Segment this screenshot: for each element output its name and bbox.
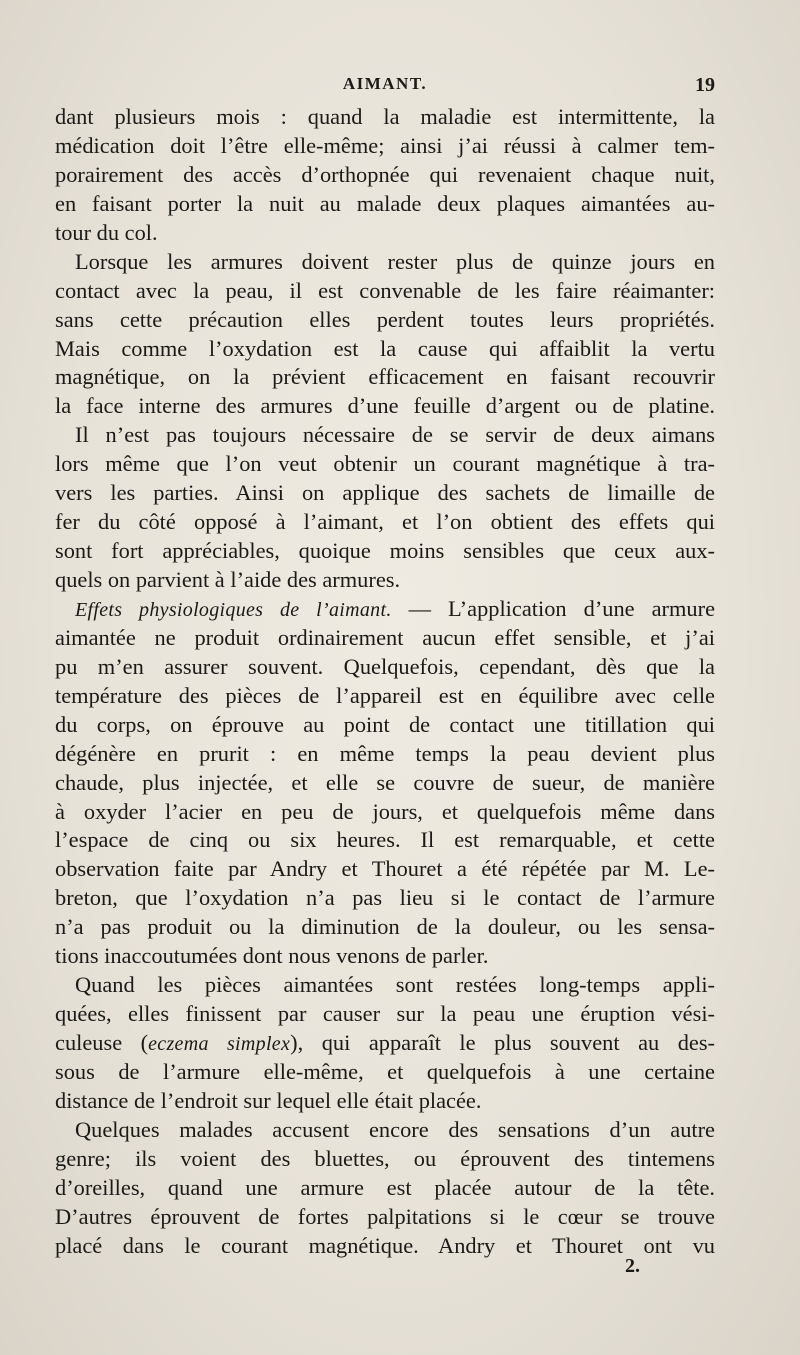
text-line: Quand les pièces aimantées sont restées long-temps appli- bbox=[75, 972, 715, 998]
text-line: en faisant porter la nuit au malade deux plaques aimantées au- bbox=[55, 190, 715, 216]
running-title: AIMANT. bbox=[342, 74, 428, 93]
text-line: magnétique, on la prévient efficacement en faisant recouvrir bbox=[55, 364, 715, 390]
line-text: — L’application d’une armure bbox=[391, 595, 716, 621]
signature-mark: 2. bbox=[625, 1255, 640, 1277]
text-line: genre; ils voient des bluettes, ou éprouvent des tintemens bbox=[55, 1145, 715, 1171]
body-text bbox=[55, 103, 715, 1261]
latin-term-italic: eczema simplex bbox=[148, 1033, 291, 1055]
text-line: température des pièces de l’appareil est en équilibre avec celle bbox=[55, 682, 715, 708]
text-line: dégénère en prurit : en même temps la peau devient plus bbox=[55, 740, 715, 766]
text-line: contact avec la peau, il est convenable de les faire réaimanter: bbox=[55, 277, 715, 303]
text-line: médication doit l’être elle-même; ainsi j’ai réussi à calmer tem- bbox=[55, 132, 715, 158]
text-line bbox=[55, 1029, 715, 1058]
text-line: D’autres éprouvent de fortes palpitations si le cœur se trouve bbox=[55, 1203, 715, 1229]
text-line: tions inaccoutumées dont nous venons de parler. bbox=[55, 943, 489, 969]
text-line: sans cette précaution elles perdent toutes leurs propriétés. bbox=[55, 306, 715, 332]
line-text: culeuse ( bbox=[55, 1030, 149, 1055]
text-line: à oxyder l’acier en peu de jours, et quelquefois même dans bbox=[55, 798, 715, 824]
text-line: l’espace de cinq ou six heures. Il est remarquable, et cette bbox=[55, 827, 715, 853]
text-line: dant plusieurs mois : quand la maladie est intermittente, la bbox=[55, 104, 715, 129]
text-line: d’oreilles, quand une armure est placée autour de la tête. bbox=[55, 1174, 715, 1200]
text-line: breton, que l’oxydation n’a pas lieu si le contact de l’armure bbox=[55, 885, 715, 911]
running-head bbox=[55, 74, 715, 100]
text-line bbox=[55, 595, 715, 624]
text-line: placé dans le courant magnétique. Andry et Thouret ont vu bbox=[55, 1232, 715, 1258]
text-line: Mais comme l’oxydation est la cause qui affaiblit la vertu bbox=[55, 335, 715, 361]
text-line: n’a pas produit ou la diminution de la douleur, ou les sensa- bbox=[55, 914, 715, 940]
page-number: 19 bbox=[695, 74, 715, 96]
text-line: tour du col. bbox=[55, 219, 158, 245]
text-line: Lorsque les armures doivent rester plus de quinze jours en bbox=[75, 248, 715, 274]
text-line: Quelques malades accusent encore des sensations d’un autre bbox=[75, 1116, 715, 1142]
text-line: sont fort appréciables, quoique moins sensibles que ceux aux- bbox=[55, 538, 715, 564]
text-line: observation faite par Andry et Thouret a été répétée par M. Le- bbox=[55, 856, 715, 882]
text-line: la face interne des armures d’une feuille d’argent ou de platine. bbox=[55, 393, 715, 419]
section-heading-italic: Effets physiologiques de l’aimant. bbox=[75, 598, 392, 621]
text-line: du corps, on éprouve au point de contact une titillation qui bbox=[55, 711, 715, 737]
text-line: Il n’est pas toujours nécessaire de se servir de deux aimans bbox=[75, 422, 715, 448]
text-line: porairement des accès d’orthopnée qui revenaient chaque nuit, bbox=[55, 161, 715, 187]
text-line: vers les parties. Ainsi on applique des sachets de limaille de bbox=[55, 480, 715, 506]
text-line: sous de l’armure elle-même, et quelquefois à une certaine bbox=[55, 1058, 715, 1084]
text-line: fer du côté opposé à l’aimant, et l’on obtient des effets qui bbox=[55, 509, 715, 535]
line-text: ), qui apparaît le plus souvent au des- bbox=[290, 1030, 716, 1055]
text-line: quels on parvient à l’aide des armures. bbox=[55, 567, 401, 592]
text-line: aimantée ne produit ordinairement aucun effet sensible, et j’ai bbox=[55, 624, 715, 650]
text-line: distance de l’endroit sur lequel elle était placée. bbox=[55, 1087, 482, 1113]
text-line: pu m’en assurer souvent. Quelquefois, cependant, dès que la bbox=[55, 653, 715, 679]
text-line: lors même que l’on veut obtenir un courant magnétique à tra- bbox=[55, 451, 715, 477]
text-line: quées, elles finissent par causer sur la peau une éruption vési- bbox=[55, 1001, 715, 1027]
text-line: chaude, plus injectée, et elle se couvre de sueur, de manière bbox=[55, 769, 715, 795]
